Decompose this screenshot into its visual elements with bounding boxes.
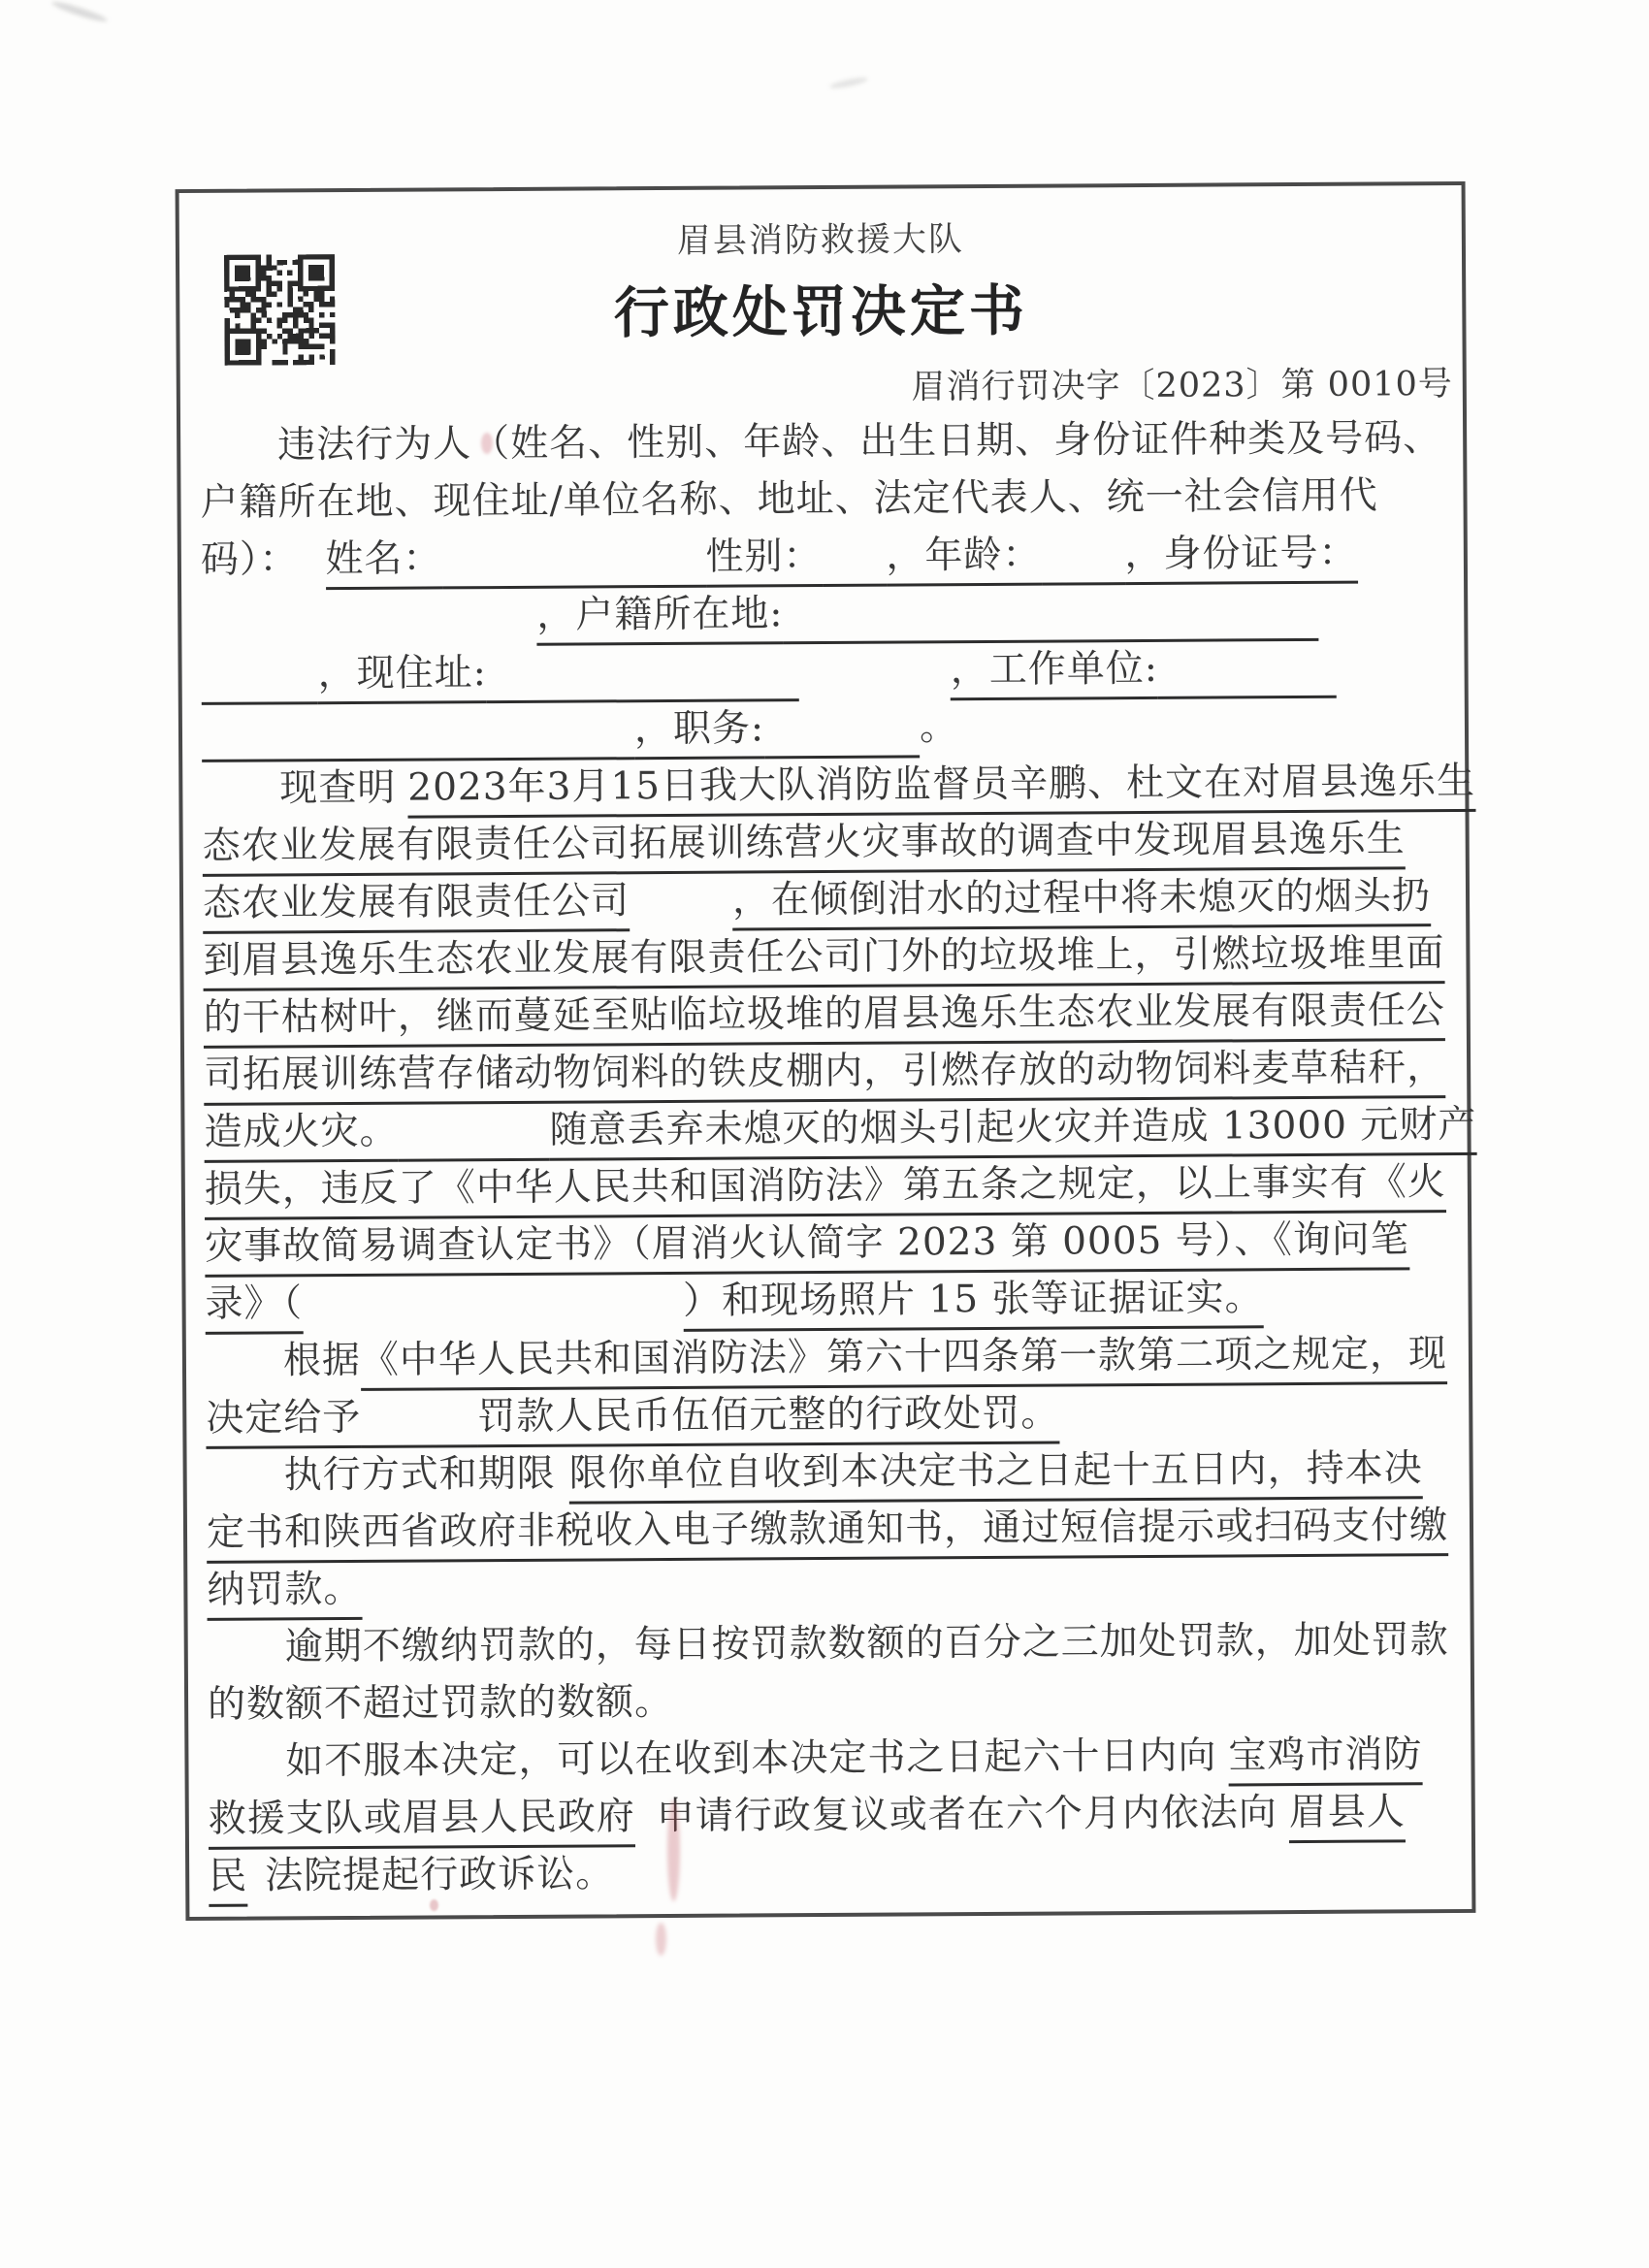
text-segment: ，在倾倒泔水的过程中将未熄灭的烟头扔 (732, 872, 1431, 930)
text-segment: 定书和陕西省政府非税收入电子缴款通知书，通过短信提示或扫码支付缴 (207, 1502, 1448, 1564)
text-segment: ，身份证号： (1124, 530, 1357, 585)
text-segment: 的干枯树叶，继而蔓延至贴临垃圾堆的眉县逸乐生态农业发展有限责任公 (204, 987, 1445, 1049)
text-segment: 法院提起行政诉讼。 (265, 1852, 615, 1898)
blank-field (398, 1107, 549, 1162)
blank-field (396, 764, 407, 819)
text-segment: ）和现场照片 15 张等证据证实。 (683, 1274, 1264, 1332)
text-segment: ，工作单位: (951, 645, 1158, 700)
issuing-authority: 眉县消防救援大队 (676, 220, 965, 261)
text-segment: 户籍所在地、现住址/单位名称、地址、法定代表人、统一社会信用代 (200, 473, 1378, 525)
text-segment: 逾期不缴纳罚款的，每日按罚款数额的百分之三加处罚款，加处罚款 (284, 1618, 1449, 1669)
blank-field (201, 592, 536, 648)
text-segment: 执行方式和期限 (283, 1451, 556, 1498)
text-line (203, 815, 1462, 880)
text-line (206, 1330, 1465, 1395)
document-border (176, 181, 1476, 1921)
text-segment: 。 (919, 705, 959, 750)
text-segment: 姓名： (325, 535, 441, 590)
scan-smudge (829, 76, 869, 90)
text-segment: 2023年3月15日我大队消防监督员辛鹏、杜文在对眉县逸乐生 (407, 758, 1475, 819)
text-line (205, 1158, 1464, 1223)
blank-field (361, 1393, 477, 1448)
blank-field (298, 535, 325, 590)
text-segment: 性别： (705, 533, 822, 588)
text-line (203, 929, 1462, 994)
text-segment: 态农业发展有限责任公司拓展训练营火灾事故的调查中发现眉县逸乐生 (203, 815, 1406, 877)
text-segment: 码）： (200, 537, 299, 582)
blank-field (1277, 1789, 1289, 1843)
text-segment: ，年龄： (886, 532, 1041, 587)
text-line (201, 529, 1460, 594)
text-segment: ，户籍所在地: (536, 590, 783, 646)
text-line (208, 1673, 1467, 1738)
blank-field (201, 650, 317, 705)
blank-field (1041, 531, 1124, 586)
blank-field (1158, 644, 1337, 699)
blank-field (303, 1278, 683, 1334)
text-segment: 的数额不超过罚款的数额。 (207, 1679, 674, 1727)
document-body (200, 414, 1477, 1910)
text-line (201, 643, 1460, 708)
blank-field (799, 646, 951, 701)
text-segment: ，职务: (634, 704, 764, 760)
text-line (207, 1444, 1466, 1509)
text-segment: 纳罚款。 (207, 1566, 362, 1621)
text-line (208, 1616, 1467, 1681)
text-segment: 限你单位自收到本决定书之日起十五日内，持本决 (569, 1444, 1423, 1504)
text-segment: 违法行为人（姓名、性别、年龄、出生日期、身份证件种类及号码、 (277, 416, 1442, 468)
text-segment: ，现住址: (317, 649, 486, 704)
text-line (204, 1101, 1477, 1166)
text-segment: 救援支队或眉县人民政府 (209, 1793, 635, 1850)
blank-field (764, 703, 920, 759)
text-segment: 现查明 (279, 765, 397, 811)
text-line (205, 1215, 1464, 1280)
blank-field (783, 587, 1318, 644)
text-line (204, 1044, 1463, 1109)
scan-smudge (50, 0, 109, 24)
blank-field (202, 705, 634, 762)
text-segment: 损失，违反了《中华人民共和国消防法》第五条之规定，以上事实有《火 (205, 1158, 1446, 1220)
text-segment: 根据 (282, 1338, 362, 1383)
blank-field (441, 534, 705, 590)
blank-field (635, 1793, 657, 1847)
text-line (207, 1559, 1466, 1624)
text-segment: 造成火灾。 (204, 1108, 398, 1163)
text-segment: 随意丢弃未熄灭的烟头引起火灾并造成 13000 元财产 (549, 1101, 1476, 1161)
text-line (209, 1845, 1468, 1910)
text-line (200, 414, 1459, 479)
text-segment: 民 (209, 1853, 247, 1907)
text-line (209, 1788, 1468, 1853)
text-line (208, 1731, 1467, 1796)
blank-field (1216, 1732, 1228, 1786)
text-segment: 罚款人民币伍佰元整的行政处罚。 (477, 1390, 1059, 1448)
blank-field (822, 533, 886, 587)
blank-field (247, 1853, 265, 1907)
text-line (204, 987, 1463, 1052)
blank-field (630, 877, 732, 932)
text-line (202, 758, 1476, 823)
text-line (207, 1502, 1466, 1567)
text-segment: 申请行政复议或者在六个月内依法向 (656, 1791, 1277, 1839)
text-segment: 灾事故简易调查认定书》（眉消火认简字 2023 第 0005 号）、《询问笔 (205, 1215, 1409, 1278)
text-segment: 录》（ (205, 1280, 303, 1335)
text-segment: 眉县人 (1289, 1788, 1406, 1843)
document-number: 眉消行罚决字〔2023〕第 0010号 (911, 365, 1453, 407)
text-line (201, 586, 1460, 651)
text-line (202, 700, 1461, 765)
blank-field (487, 647, 799, 703)
text-line (200, 471, 1459, 536)
text-segment: 宝鸡市消防 (1228, 1731, 1422, 1786)
text-segment: 《中华人民共和国消防法》第六十四条第一款第二项之规定，现 (361, 1330, 1447, 1391)
text-segment: 决定给予 (206, 1394, 361, 1449)
document-title: 行政处罚决定书 (613, 277, 1029, 346)
text-line (206, 1387, 1465, 1452)
red-ink-stain (656, 1923, 666, 1956)
text-segment: 到眉县逸乐生态农业发展有限责任公司门外的垃圾堆上，引燃垃圾堆里面 (203, 929, 1444, 991)
text-line (205, 1273, 1464, 1338)
text-segment: 如不服本决定，可以在收到本决定书之日起六十日内向 (285, 1733, 1217, 1784)
blank-field (556, 1450, 569, 1505)
text-segment: 态农业发展有限责任公司 (203, 877, 630, 934)
text-line (203, 872, 1462, 937)
text-segment: 司拓展训练营存储动物饲料的铁皮棚内，引燃存放的动物饲料麦草秸秆， (204, 1044, 1445, 1106)
